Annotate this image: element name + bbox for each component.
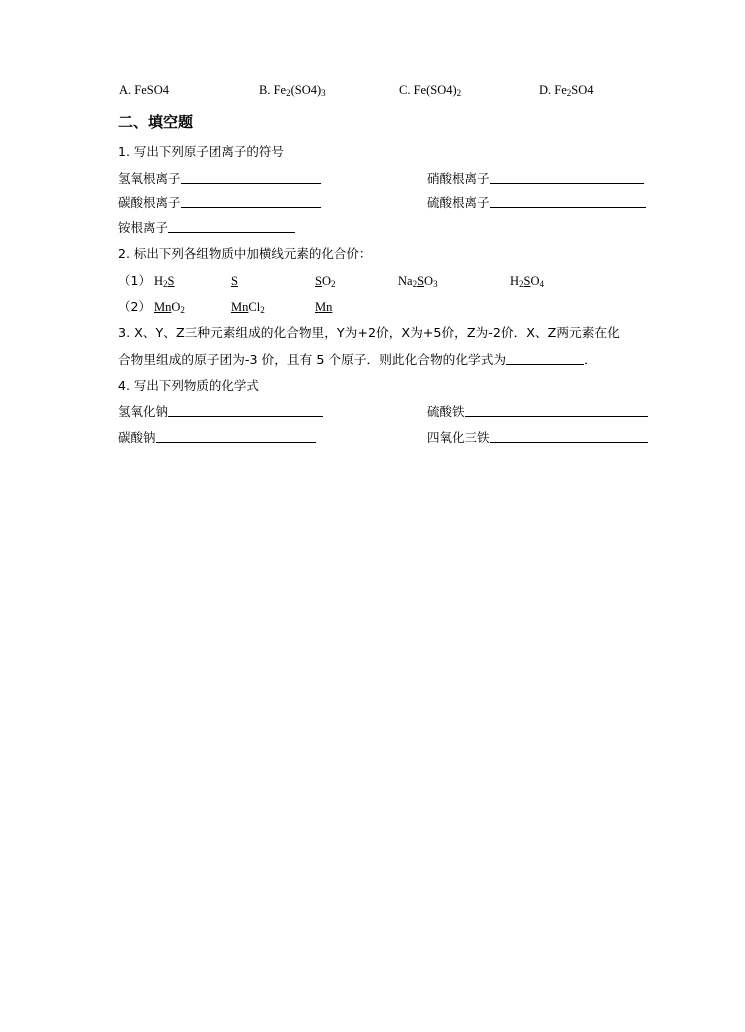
q2-title: 2. 标出下列各组物质中加横线元素的化合价：	[118, 246, 372, 261]
answer-blank[interactable]	[465, 404, 648, 417]
q1-item-ammonium: 铵根离子	[118, 220, 295, 236]
answer-blank[interactable]	[168, 220, 295, 233]
q3-line1: 3. X、Y、Z三种元素组成的化合物里，Y为+2价，X为+5价，Z为-2价．X、Z两元素在化	[118, 325, 620, 340]
q1-item-nitrate: 硝酸根离子	[427, 171, 644, 187]
q4-title: 4. 写出下列物质的化学式	[118, 378, 259, 393]
answer-blank[interactable]	[181, 195, 321, 208]
q3-line2: 合物里组成的原子团为-3 价，且有 5 个原子．则此化合物的化学式为 ．	[118, 352, 597, 367]
q2-mn: Mn	[315, 300, 333, 314]
q1-item-carbonate: 碳酸根离子	[118, 195, 321, 211]
answer-blank[interactable]	[168, 404, 323, 417]
section-title: 二、填空题	[118, 113, 194, 131]
q2-row2-label: （2）	[118, 299, 151, 314]
q4-item-fe3o4: 四氧化三铁	[427, 430, 648, 446]
answer-blank[interactable]	[490, 195, 646, 208]
answer-blank[interactable]	[181, 171, 321, 184]
answer-blank[interactable]	[506, 352, 584, 365]
q1-item-hydroxide: 氢氧根离子	[118, 171, 321, 187]
option-b: B. $Fe_2(SO4)_3$	[259, 83, 326, 98]
answer-blank[interactable]	[156, 430, 316, 443]
answer-blank[interactable]	[490, 171, 644, 184]
q4-item-fe2so43: 硫酸铁	[427, 404, 648, 420]
q2-so2: $SO_2$	[315, 274, 336, 289]
q4-item-na2co3: 碳酸钠	[118, 430, 316, 446]
option-a: A. FeSO4	[119, 83, 170, 97]
q2-na2so3: $Na_2SO_3$	[398, 274, 438, 289]
answer-blank[interactable]	[490, 430, 648, 443]
q2-h2so4: $H_2SO_4$	[510, 274, 545, 289]
q4-item-naoh: 氢氧化钠	[118, 404, 323, 420]
q1-title: 1. 写出下列原子团离子的符号	[118, 144, 284, 159]
q2-h2s: $H_2S$	[154, 274, 175, 289]
option-d: D. $Fe_2SO4$	[539, 83, 594, 98]
q2-s: S	[231, 274, 238, 288]
q2-row1-label: （1）	[118, 273, 151, 288]
option-c: C. $Fe(SO4)_2$	[399, 83, 462, 98]
q1-item-sulfate: 硫酸根离子	[427, 195, 646, 211]
q2-mno2: MnO$_2$	[154, 300, 185, 315]
q2-mncl2: MnCl$_2$	[231, 300, 265, 315]
